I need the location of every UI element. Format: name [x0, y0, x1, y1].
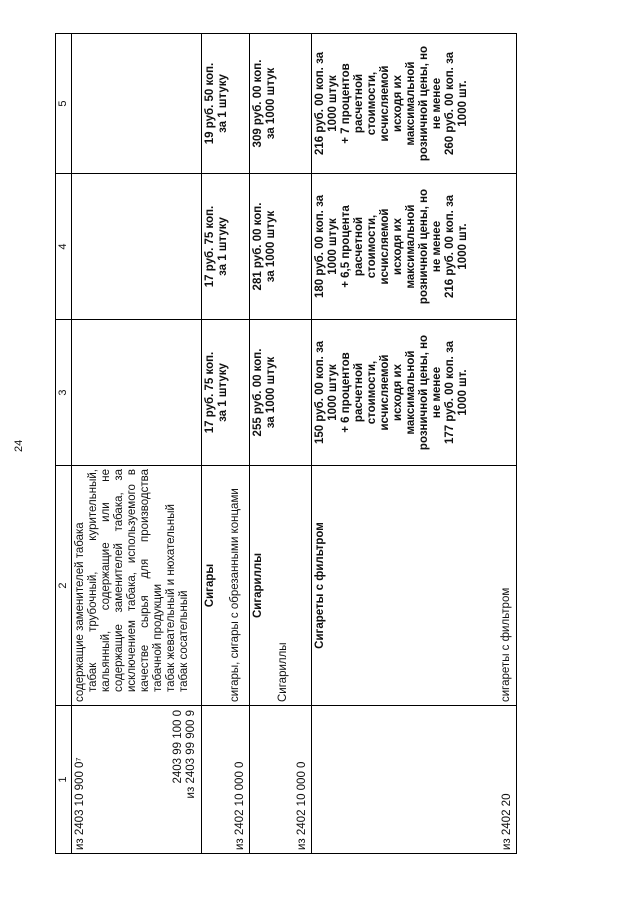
rate-cell-2017 [312, 320, 517, 466]
header-row [56, 34, 72, 854]
rate-line: исчисляемой [379, 208, 391, 285]
description-line: табак жевательный и нюхательный [165, 504, 177, 692]
code-cell [312, 706, 517, 854]
header-cell-3: 3 [56, 320, 72, 466]
rate-line: розничной цены, но [418, 45, 430, 162]
rate-line: 309 руб. 00 коп. [252, 59, 264, 148]
rate-cell-2019 [312, 34, 517, 174]
rate-cell-2019 [250, 34, 312, 174]
rate-line: исходя их [392, 218, 404, 275]
table-row [312, 34, 517, 854]
table-row [72, 34, 202, 854]
table-row [250, 34, 312, 854]
rate-line: 180 руб. 00 коп. за [314, 194, 326, 299]
row-heading: Сигареты с фильтром [314, 522, 326, 649]
code: из 2402 10 000 0 [296, 761, 308, 850]
rotated-page [55, 34, 600, 854]
rate-line: за 1000 штук [265, 67, 277, 140]
rate-line: розничной цены, но [418, 188, 430, 305]
rate-line: расчетной [353, 73, 365, 134]
rate-line: 17 руб. 75 коп. [204, 205, 216, 288]
rate-line: за 1 штуку [217, 363, 229, 422]
rate-line: не менее [431, 77, 443, 130]
header-cell-4: 4 [56, 174, 72, 320]
rate-line: 177 руб. 00 коп. за [444, 340, 456, 445]
rate-line: 1000 шт. [457, 369, 469, 416]
rate-line: исходя их [392, 75, 404, 132]
header-cell-1: 1 [56, 706, 72, 854]
rate-line: за 1000 штук [265, 356, 277, 429]
rate-line: 19 руб. 50 коп. [204, 62, 216, 145]
header-cell-5: 5 [56, 34, 72, 174]
rate-cell-2018 [72, 174, 202, 320]
rate-cell-2017 [202, 320, 250, 466]
rate-line: + 7 процентов [340, 63, 352, 144]
rate-line: максимальной [405, 204, 417, 289]
rate-line: 216 руб. 00 коп. за [314, 51, 326, 156]
code-cell [72, 706, 202, 854]
rate-line: максимальной [405, 61, 417, 146]
table-row [202, 34, 250, 854]
code: из 2402 10 000 0 [234, 761, 246, 850]
rate-line: за 1 штуку [217, 217, 229, 276]
row-heading: Сигариллы [252, 552, 264, 619]
rate-line: максимальной [405, 350, 417, 435]
rate-cell-2018 [202, 174, 250, 320]
code: из 2402 20 [501, 793, 513, 850]
rate-line: стоимости, [366, 360, 378, 425]
rate-line: 281 руб. 00 коп. [252, 202, 264, 291]
rate-line: 1000 штук [327, 218, 339, 275]
rate-cell-2019 [72, 34, 202, 174]
description-cell [72, 466, 202, 706]
rate-line: не менее [431, 366, 443, 419]
rate-line: исходя их [392, 364, 404, 421]
description-cell [250, 466, 312, 706]
description-cell [202, 466, 250, 706]
rate-line: 255 руб. 00 коп. [252, 348, 264, 437]
rate-line: + 6,5 процента [340, 205, 352, 288]
rate-line: расчетной [353, 362, 365, 423]
code: из 2403 10 900 0⁷ [74, 757, 86, 850]
rate-line: + 6 процентов [340, 352, 352, 433]
rate-line: 216 руб. 00 коп. за [444, 194, 456, 299]
rate-line: не менее [431, 220, 443, 273]
rate-line: 260 руб. 00 коп. за [444, 51, 456, 156]
rate-line: расчетной [353, 216, 365, 277]
rate-line: 150 руб. 00 коп. за [314, 340, 326, 445]
rate-line: розничной цены, но [418, 334, 430, 451]
row-heading: Сигары [204, 563, 216, 608]
description-line: содержащие заменителей табака [74, 522, 86, 702]
rate-line: 1000 шт. [457, 223, 469, 270]
description-line: Сигариллы [277, 642, 289, 702]
rate-cell-2017 [72, 320, 202, 466]
page-number: 24 [13, 439, 25, 452]
code-cell [250, 706, 312, 854]
rate-line: исчисляемой [379, 65, 391, 142]
rate-line: 1000 шт. [457, 80, 469, 127]
description-cell [312, 466, 517, 706]
header-cell-2: 2 [56, 466, 72, 706]
description-line: табак сосательный [178, 590, 190, 692]
rate-cell-2017 [250, 320, 312, 466]
rate-line: за 1000 штук [265, 210, 277, 283]
rate-line: 1000 штук [327, 75, 339, 132]
tariff-table [55, 33, 517, 854]
rate-line: за 1 штуку [217, 74, 229, 133]
rate-line: стоимости, [366, 71, 378, 136]
rate-cell-2019 [202, 34, 250, 174]
description-line: сигареты с фильтром [500, 587, 512, 702]
rate-line: 17 руб. 75 коп. [204, 351, 216, 434]
rate-line: 1000 штук [327, 364, 339, 421]
rate-cell-2018 [312, 174, 517, 320]
description-line: сигары, сигары с обрезанными концами [229, 488, 241, 702]
code: из 2403 99 900 9 [185, 710, 197, 799]
rate-cell-2018 [250, 174, 312, 320]
rate-line: стоимости, [366, 214, 378, 279]
description-line: табак трубочный, курительный, кальянный, содержащие или не содержащие заменителей табака, за исключением табака, используемого в качестве сырья для производства табачной продукции [87, 469, 164, 692]
rate-line: исчисляемой [379, 354, 391, 431]
code: 2403 99 100 0 [172, 710, 184, 784]
code-cell [202, 706, 250, 854]
